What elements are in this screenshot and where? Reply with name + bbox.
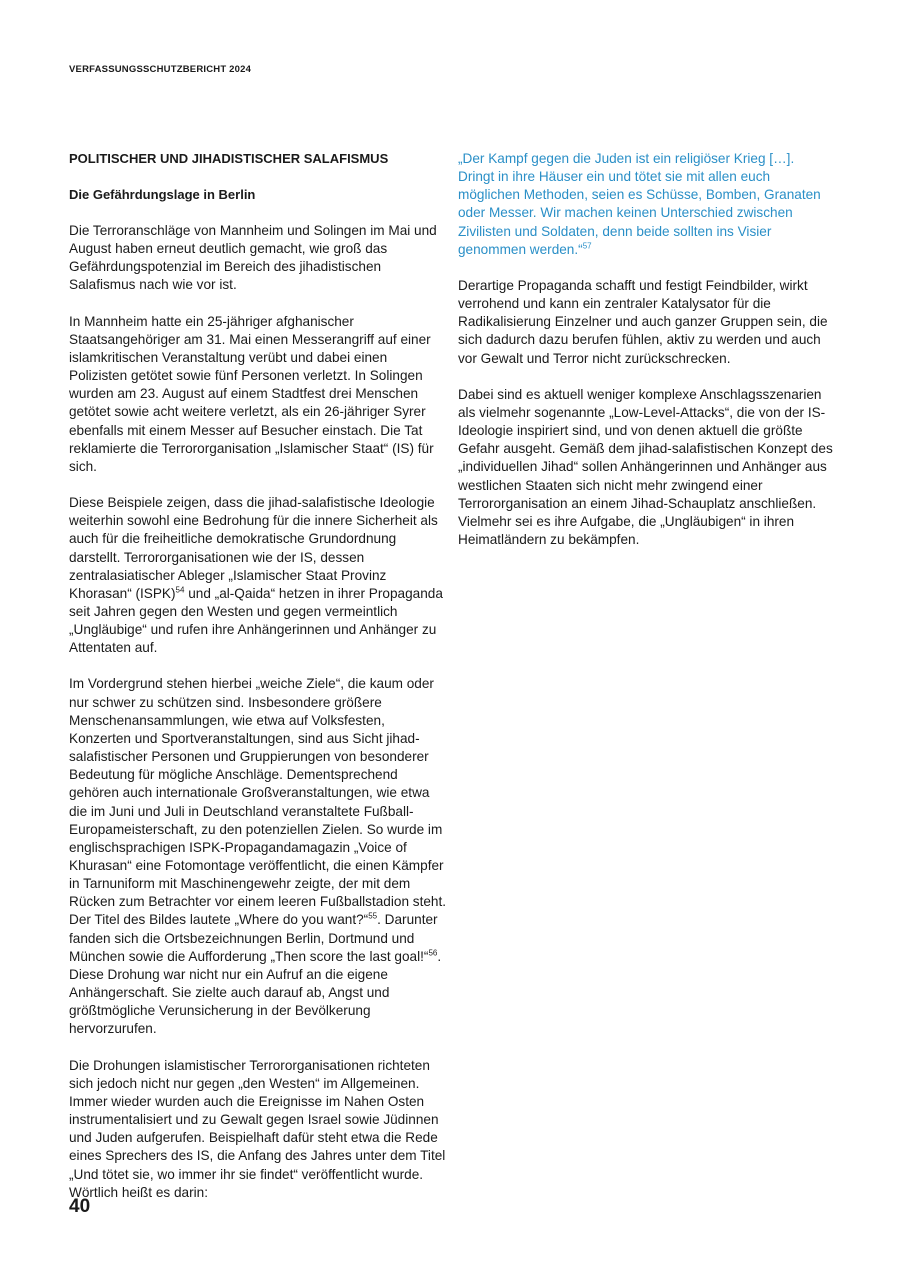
- paragraph: Die Drohungen islamistischer Terrororganisationen richteten sich jedoch nicht nur gegen „den Westen“ im Allgemeinen. Immer wieder wurden auch die Ereignisse im Nahen Osten instrumentalisiert und zu Gewalt gegen Israel sowie Jüdinnen und Juden aufgerufen. Beispielhaft dafür steht etwa die Rede eines Sprechers des IS, die Anfang des Jahres unter dem Titel „Und tötet sie, wo immer ihr sie findet“ veröffentlicht wurde. Wörtlich heißt es darin:: [69, 1057, 446, 1200]
- footnote-ref: 56: [428, 948, 438, 958]
- left-column: [69, 150, 447, 1220]
- paragraph: Dabei sind es aktuell weniger komplexe Anschlagsszenarien als vielmehr sogenannte „Low-Level-Attacks“, die von der IS-Ideologie inspiriert sind, und von denen aktuell die größte Gefahr ausgeht. Gemäß dem jihad-salafistischen Konzept des „individuellen Jihad“ sollen Anhängerinnen und Anhänger aus westlichen Staaten sich nicht mehr zwingend einer Terrororganisation an einem Jihad-Schauplatz anschließen. Vielmehr sei es ihre Aufgabe, die „Ungläubigen“ in ihren Heimatländern zu bekämpfen.: [458, 386, 833, 547]
- paragraph-text: . Diese Drohung war nicht nur ein Aufruf an die eigene Anhängerschaft. Sie zielte auch darauf ab, Angst und größtmögliche Verunsicherung in der Bevölkerung hervorzurufen.: [69, 948, 442, 1037]
- subsection-title: Die Gefährdungslage in Berlin: [69, 187, 256, 202]
- paragraph-text: und „al-Qaida“ hetzen in ihrer Propaganda seit Jahren gegen den Westen und gegen vermeintlich „Ungläubige“ und rufen ihre Anhängerinnen und Anhänger zu Attentaten auf.: [69, 585, 443, 656]
- running-header: VERFASSUNGSSCHUTZBERICHT 2024: [69, 64, 252, 75]
- page-number: 40: [69, 1196, 91, 1217]
- paragraph: Die Terroranschläge von Mannheim und Solingen im Mai und August haben erneut deutlich gemacht, wie groß das Gefährdungspotenzial im Bereich des jihadistischen Salafismus nach wie vor ist.: [69, 223, 437, 293]
- paragraph-text: Im Vordergrund stehen hierbei „weiche Ziele“, die kaum oder nur schwer zu schützen sind. Insbesondere größere Menschenansammlungen, wie etwa auf Volksfesten, Konzerten und Sportveranstaltungen, sind aus Sicht jihad-salafistischer Personen und Gruppierungen von besonderer Bedeutung für mögliche Anschläge. Dementsprechend gehören auch internationale Großveranstaltungen, wie etwa die im Juni und Juli in Deutschland veranstaltete Fußball-Europameisterschaft, zu den potenziellen Zielen. So wurde im englischsprachigen ISPK-Propagandamagazin „Voice of Khurasan“ eine Fotomontage veröffentlicht, die einen Kämpfer in Tarnuniform mit Maschinengewehr zeigte, der mit dem Rücken zum Betrachter vor einem leeren Fußballstadion steht. Der Titel des Bildes lautete „Where do you want?“: [69, 676, 447, 928]
- footnote-ref: 55: [368, 911, 378, 921]
- paragraph-text: . Darunter fanden sich die Ortsbezeichnungen Berlin, Dortmund und München sowie die Aufforderung „Then score the last goal!“: [69, 912, 438, 964]
- paragraph: In Mannheim hatte ein 25-jähriger afghanischer Staatsangehöriger am 31. Mai einen Messerangriff auf einer islamkritischen Veranstaltung verübt und dabei einen Polizisten getötet sowie fünf Personen verletzt. In Solingen wurden am 23. August auf einem Stadtfest drei Menschen getötet sowie acht weitere verletzt, als ein 26-jähriger Syrer ebenfalls mit einem Messer auf Besucher einstach. Die Tat reklamierte die Terrororganisation „Islamischer Staat“ (IS) für sich.: [69, 313, 434, 474]
- paragraph: Derartige Propaganda schafft und festigt Feindbilder, wirkt verrohend und kann ein zentraler Katalysator für die Radikalisierung Einzelner und auch ganzer Gruppen sein, die sich dadurch dazu berufen fühlen, aktiv zu werden und auch vor Gewalt und Terror nicht zurückschrecken.: [458, 277, 828, 366]
- quote-text: „Der Kampf gegen die Juden ist ein religiöser Krieg […]. Dringt in ihre Häuser ein und tötet sie mit allen euch möglichen Methoden, seien es Schüsse, Bomben, Granaten oder Messer. Wir machen keinen Unterschied zwischen Zivilisten und Soldaten, denn beide sollten ins Visier genommen werden.“: [458, 151, 821, 257]
- paragraph-text: Diese Beispiele zeigen, dass die jihad-salafistische Ideologie weiterhin sowohl eine Bedrohung für die innere Sicherheit als auch für die freiheitliche demokratische Grundordnung darstellt. Terrororganisationen wie der IS, dessen zentralasiatischer Ableger „Islamischer Staat Provinz Khorasan“ (ISPK): [69, 495, 438, 601]
- footnote-ref: 57: [582, 241, 592, 251]
- footnote-ref: 54: [175, 585, 185, 595]
- blockquote: [458, 150, 834, 259]
- right-column: [458, 150, 834, 567]
- section-title: POLITISCHER UND JIHADISTISCHER SALAFISMUS: [69, 151, 389, 166]
- paragraph: [69, 494, 447, 657]
- paragraph: [69, 675, 447, 1038]
